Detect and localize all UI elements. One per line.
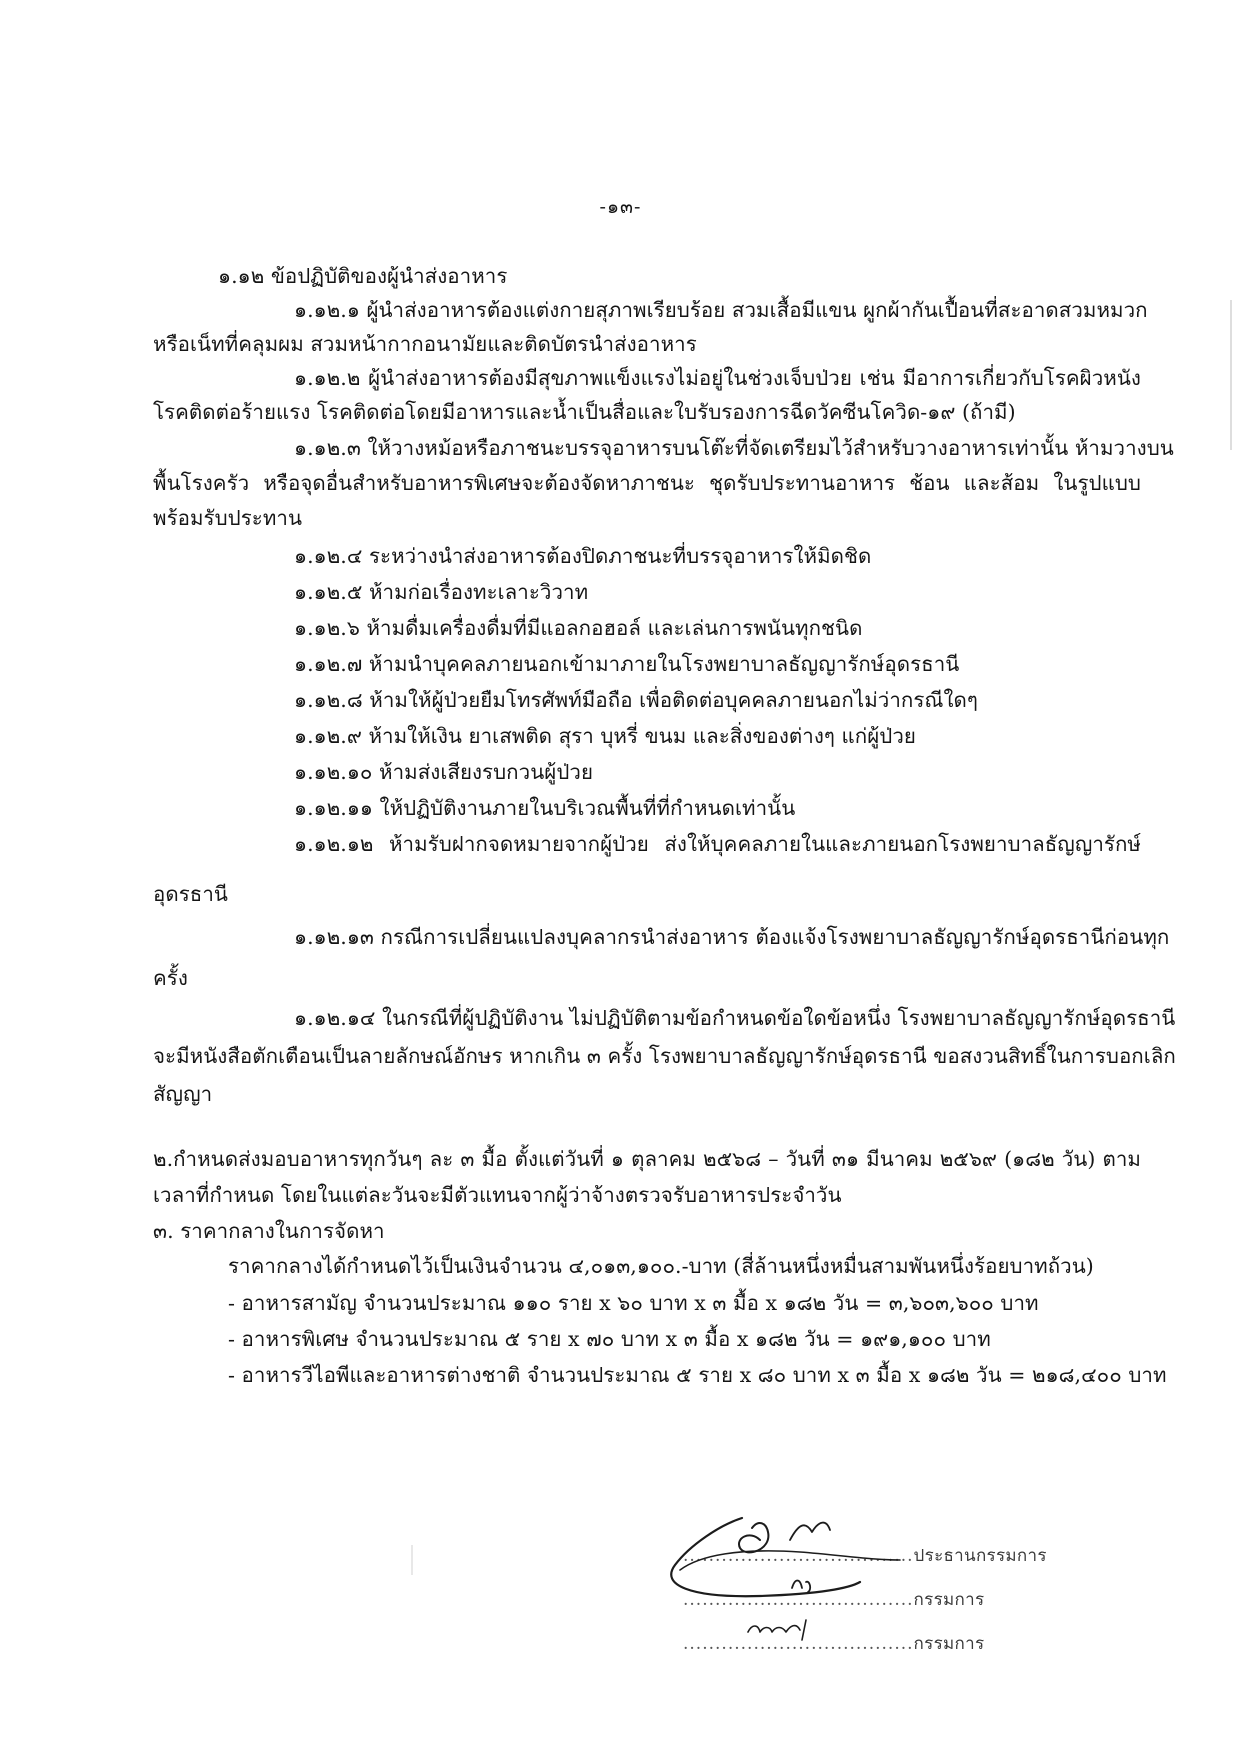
signature-line-chairman — [683, 1542, 1047, 1569]
clause-1-12-1-line-2: หรือเน็ทที่คลุมผม สวมหน้ากากอนามัยและติดบัตรนำส่งอาหาร — [153, 332, 697, 356]
price-item-special: - อาหารพิเศษ จำนวนประมาณ ๕ ราย x ๗๐ บาท x ๓ มื้อ x ๑๘๒ วัน = ๑๙๑,๑๐๐ บาท — [228, 1327, 991, 1351]
clause-1-12-10: ๑.๑๒.๑๐ ห้ามส่งเสียงรบกวนผู้ป่วย — [294, 760, 594, 784]
section-2-line-2: เวลาที่กำหนด โดยในแต่ละวันจะมีตัวแทนจากผู้ว่าจ้างตรวจรับอาหารประจำวัน — [153, 1183, 842, 1207]
clause-1-12-5: ๑.๑๒.๕ ห้ามก่อเรื่องทะเลาะวิวาท — [294, 580, 589, 604]
scan-speck — [410, 1545, 414, 1575]
section-3-heading: ๓. ราคากลางในการจัดหา — [153, 1219, 385, 1243]
signature-dots: .................................... — [683, 1590, 914, 1610]
clause-1-12-2-line-2: โรคติดต่อร้ายแรง โรคติดต่อโดยมีอาหารและน้ำเป็นสื่อและใบรับรองการฉีดวัคซีนโควิด-๑๙ (ถ้ามี) — [153, 400, 1016, 424]
clause-1-12-13-line-1: ๑.๑๒.๑๓ กรณีการเปลี่ยนแปลงบุคลากรนำส่งอาหาร ต้องแจ้งโรงพยาบาลธัญญารักษ์อุดรธานีก่อนทุก — [294, 925, 1170, 949]
page-number: -๑๓- — [599, 196, 642, 218]
clause-1-12-6: ๑.๑๒.๖ ห้ามดื่มเครื่องดื่มที่มีแอลกอฮอล์ และเล่นการพนันทุกชนิด — [294, 616, 863, 640]
clause-1-12-3-line-3: พร้อมรับประทาน — [153, 506, 303, 530]
clause-1-12-1-line-1: ๑.๑๒.๑ ผู้นำส่งอาหารต้องแต่งกายสุภาพเรียบร้อย สวมเสื้อมีแขน ผูกผ้ากันเปื้อนที่สะอาดสวมหมวก — [294, 298, 1148, 322]
section-3-summary: ราคากลางได้กำหนดไว้เป็นเงินจำนวน ๔,๐๑๓,๑๐๐.-บาท (สี่ล้านหนึ่งหมื่นสามพันหนึ่งร้อยบาทถ้วน) — [228, 1254, 1094, 1278]
price-item-vip: - อาหารวีไอพีและอาหารต่างชาติ จำนวนประมาณ ๕ ราย x ๘๐ บาท x ๓ มื้อ x ๑๘๒ วัน = ๒๑๘,๔๐๐ บาท — [228, 1363, 1167, 1387]
clause-1-12-9: ๑.๑๒.๙ ห้ามให้เงิน ยาเสพติด สุรา บุหรี่ ขนม และสิ่งของต่างๆ แก่ผู้ป่วย — [294, 724, 916, 748]
signature-line-member-1 — [683, 1586, 984, 1613]
clause-1-12-7: ๑.๑๒.๗ ห้ามนำบุคคลภายนอกเข้ามาภายในโรงพยาบาลธัญญารักษ์อุดรธานี — [294, 652, 960, 676]
clause-1-12-12-line-2: อุดรธานี — [153, 882, 228, 906]
signature-stroke-chairman-tail — [790, 1523, 830, 1540]
clause-1-12-14-line-1: ๑.๑๒.๑๔ ในกรณีที่ผู้ปฏิบัติงาน ไม่ปฏิบัติตามข้อกำหนดข้อใดข้อหนึ่ง โรงพยาบาลธัญญารักษ์อุดรธานี — [294, 1006, 1176, 1030]
signature-dots: .................................... — [683, 1546, 914, 1566]
signature-role: ประธานกรรมการ — [913, 1546, 1047, 1566]
clause-1-12-14-line-3: สัญญา — [153, 1082, 213, 1106]
clause-1-12-8: ๑.๑๒.๘ ห้ามให้ผู้ป่วยยืมโทรศัพท์มือถือ เพื่อติดต่อบุคคลภายนอกไม่ว่ากรณีใดๆ — [294, 688, 978, 712]
clause-1-12-13-line-2: ครั้ง — [153, 966, 188, 990]
section-1-12-heading: ๑.๑๒ ข้อปฏิบัติของผู้นำส่งอาหาร — [218, 264, 508, 288]
clause-1-12-11: ๑.๑๒.๑๑ ให้ปฏิบัติงานภายในบริเวณพื้นที่ที่กำหนดเท่านั้น — [294, 796, 796, 820]
clause-1-12-3-line-2: พื้นโรงครัว หรือจุดอื่นสำหรับอาหารพิเศษจะต้องจัดหาภาชนะ ชุดรับประทานอาหาร ช้อน และส้อม ในรูปแบบ — [153, 471, 1141, 495]
clause-1-12-14-line-2: จะมีหนังสือตักเตือนเป็นลายลักษณ์อักษร หากเกิน ๓ ครั้ง โรงพยาบาลธัญญารักษ์อุดรธานี ขอสงวนสิทธิ์ในการบอกเลิก — [153, 1044, 1176, 1068]
section-2-line-1: ๒.กำหนดส่งมอบอาหารทุกวันๆ ละ ๓ มื้อ ตั้งแต่วันที่ ๑ ตุลาคม ๒๕๖๘ – วันที่ ๓๑ มีนาคม ๒๕๖๙ (๑๘๒ วัน) ตาม — [153, 1147, 1141, 1171]
clause-1-12-12-line-1: ๑.๑๒.๑๒ ห้ามรับฝากจดหมายจากผู้ป่วย ส่งให้บุคคลภายในและภายนอกโรงพยาบาลธัญญารักษ์ — [294, 832, 1141, 856]
signature-dots: .................................... — [683, 1634, 914, 1654]
signature-role: กรรมการ — [913, 1590, 985, 1610]
clause-1-12-3-line-1: ๑.๑๒.๓ ให้วางหม้อหรือภาชนะบรรจุอาหารบนโต๊ะที่จัดเตรียมไว้สำหรับวางอาหารเท่านั้น ห้ามวางบน — [294, 436, 1174, 460]
clause-1-12-4: ๑.๑๒.๔ ระหว่างนำส่งอาหารต้องปิดภาชนะที่บรรจุอาหารให้มิดชิด — [294, 544, 872, 568]
signature-line-member-2 — [683, 1630, 984, 1657]
price-item-regular: - อาหารสามัญ จำนวนประมาณ ๑๑๐ ราย x ๖๐ บาท x ๓ มื้อ x ๑๘๒ วัน = ๓,๖๐๓,๖๐๐ บาท — [228, 1291, 1039, 1315]
clause-1-12-2-line-1: ๑.๑๒.๒ ผู้นำส่งอาหารต้องมีสุขภาพแข็งแรงไม่อยู่ในช่วงเจ็บป่วย เช่น มีอาการเกี่ยวกับโรคผิวหนัง — [294, 366, 1141, 390]
scan-edge-artifact — [1228, 300, 1234, 450]
signature-role: กรรมการ — [913, 1634, 985, 1654]
